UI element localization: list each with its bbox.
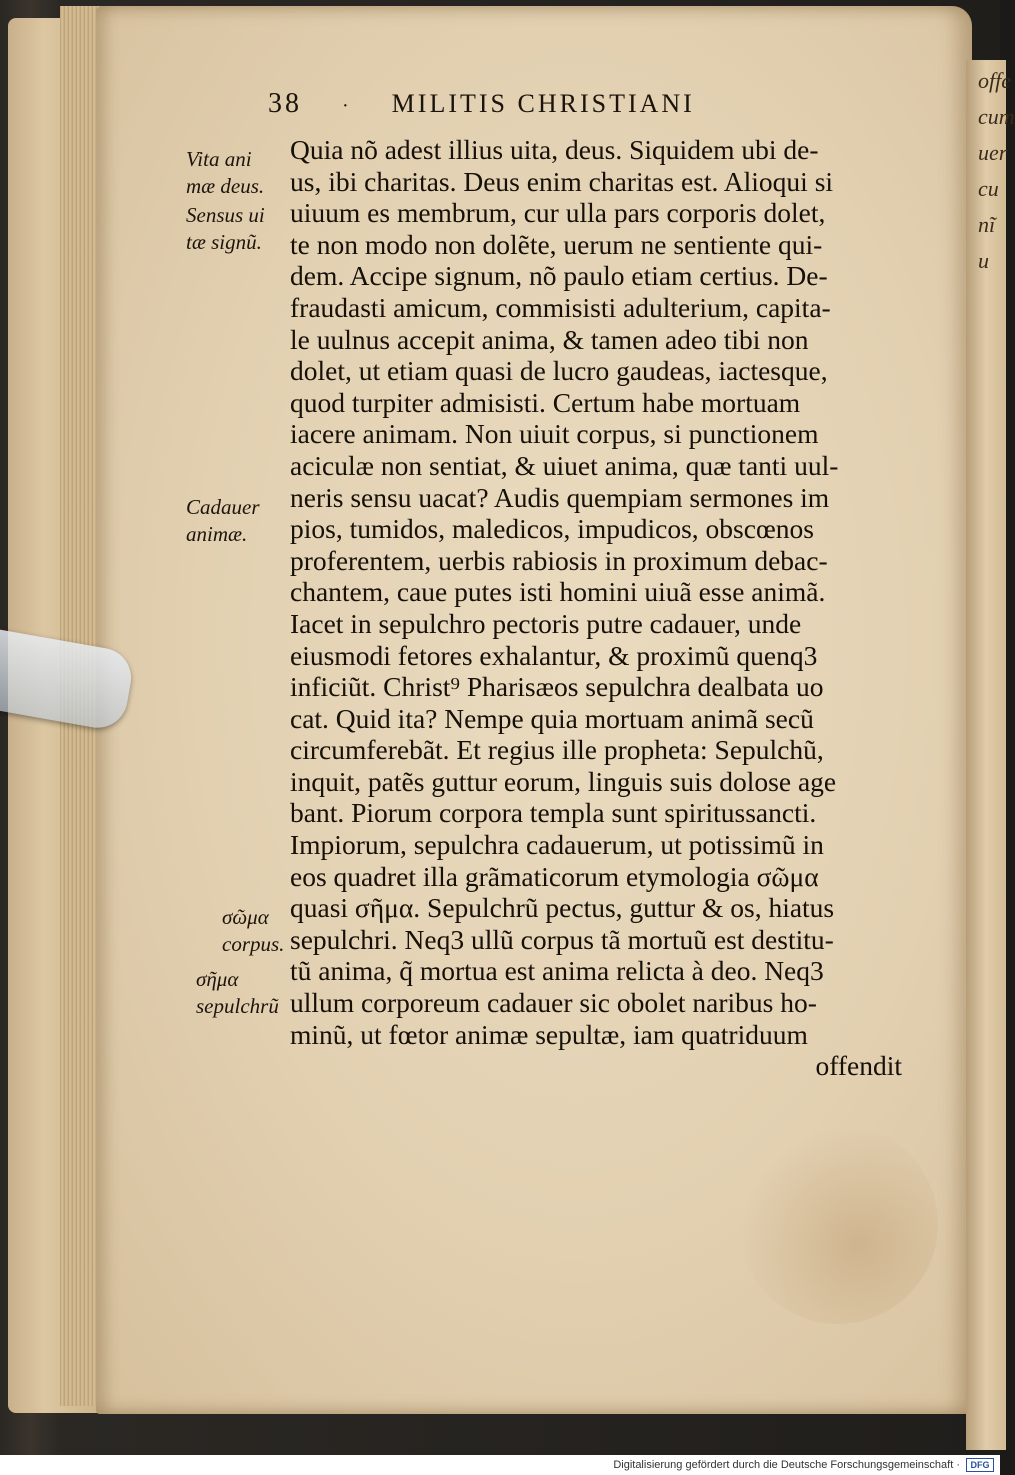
text-line: neris sensu uacat? Audis quempiam sermones im [290, 481, 830, 513]
text-line: le uulnus accepit anima, & tamen adeo tibi non [290, 323, 809, 355]
funding-credit: Digitalisierung gefördert durch die Deutsche Forschungsgemeinschaft · [613, 1459, 960, 1471]
text-line: dem. Accipe signum, nõ paulo etiam certius. De- [290, 260, 828, 292]
dfg-logo-icon: DFG [966, 1458, 994, 1472]
margin-note-line: σῆμα [196, 967, 239, 991]
page-header [268, 88, 808, 128]
margin-note-line: mæ deus. [186, 174, 265, 198]
text-line: circumferebãt. Et regius ille propheta: Sepulchũ, [290, 734, 824, 766]
margin-note [186, 202, 290, 256]
margin-note-line: tæ signũ. [186, 230, 262, 254]
facing-page-fragment: cum [978, 104, 1015, 129]
facing-page-fragment: nĩ [978, 212, 996, 237]
text-line: inficiũt. Christ⁹ Pharisæos sepulchra dealbata uo [290, 671, 824, 703]
text-line: Iacet in sepulchro pectoris putre cadauer, unde [290, 607, 802, 639]
digitization-footer [0, 1455, 1000, 1475]
text-line: eos quadret illa grãmaticorum etymologia σῶμα [290, 860, 819, 892]
facing-page-edge [966, 60, 1015, 1450]
text-line: minũ, ut fœtor animæ sepultæ, iam quatriduum [290, 1018, 808, 1050]
running-title: MILITIS CHRISTIANI [391, 89, 695, 118]
text-line: Impiorum, sepulchra cadauerum, ut potissimũ in [290, 829, 824, 861]
margin-note-line: animæ. [186, 522, 248, 546]
text-line: aciculæ non sentiat, & uiuet anima, quæ tanti uul- [290, 449, 839, 481]
text-line: us, ibi charitas. Deus enim charitas est. Alioqui si [290, 165, 834, 197]
facing-page-fragment: uer [978, 140, 1008, 165]
text-line: sepulchri. Neq3 ullũ corpus tã mortuũ est destitu- [290, 923, 834, 955]
page-number: 38 [268, 88, 302, 119]
text-line: eiusmodi fetores exhalantur, & proximũ quenq3 [290, 639, 818, 671]
text-line: proferentem, uerbis rabiosis in proximum debac- [290, 544, 828, 576]
water-stain [738, 1124, 938, 1324]
text-line: uiuum es membrum, cur ulla pars corporis dolet, [290, 197, 826, 229]
text-line: chantem, caue putes isti homini uiuã esse animã. [290, 576, 826, 608]
margin-note-line: Sensus ui [186, 203, 265, 227]
text-line: inquit, patẽs guttur eorum, linguis suis dolose age [290, 765, 837, 797]
text-line: quasi σῆμα. Sepulchrũ pectus, guttur & os, hiatus [290, 892, 835, 924]
text-line: quod turpiter admisisti. Certum habe mortuam [290, 386, 801, 418]
text-line: tũ anima, q̃ mortua est anima relicta à deo. Neq3 [290, 955, 824, 987]
header-separator: · [342, 95, 352, 117]
text-line: Quia nõ adest illius uita, deus. Siquidem ubi de- [290, 134, 819, 165]
text-line: bant. Piorum corpora templa sunt spiritussancti. [290, 797, 817, 829]
text-line: fraudasti amicum, commisisti adulterium, capita- [290, 291, 831, 323]
facing-page-fragment: cu [978, 176, 999, 201]
margin-note-line: Cadauer [186, 495, 260, 519]
margin-note-line: sepulchrũ [196, 994, 279, 1018]
margin-note [186, 146, 290, 200]
margin-note-line: Vita ani [186, 147, 252, 171]
facing-page-fragment: offe [978, 68, 1011, 93]
text-line: cat. Quid ita? Nempe quia mortuam animã secũ [290, 702, 814, 734]
text-line: dolet, ut etiam quasi de lucro gaudeas, iactesque, [290, 355, 828, 387]
margin-note-line: σῶμα [222, 905, 269, 929]
text-line: te non modo non dolẽte, uerum ne sentiente qui- [290, 228, 823, 260]
margin-note [196, 966, 300, 1020]
text-line: iacere animam. Non uiuit corpus, si punctionem [290, 418, 819, 450]
catchword: offendit [815, 1050, 902, 1082]
body-text [290, 134, 902, 1082]
margin-note [186, 494, 290, 548]
facing-page-fragment: u [978, 248, 989, 273]
text-line: pios, tumidos, maledicos, impudicos, obscœnos [290, 513, 815, 545]
text-line: ullum corporeum cadauer sic obolet naribus ho- [290, 987, 817, 1019]
margin-note-line: corpus. [222, 932, 285, 956]
